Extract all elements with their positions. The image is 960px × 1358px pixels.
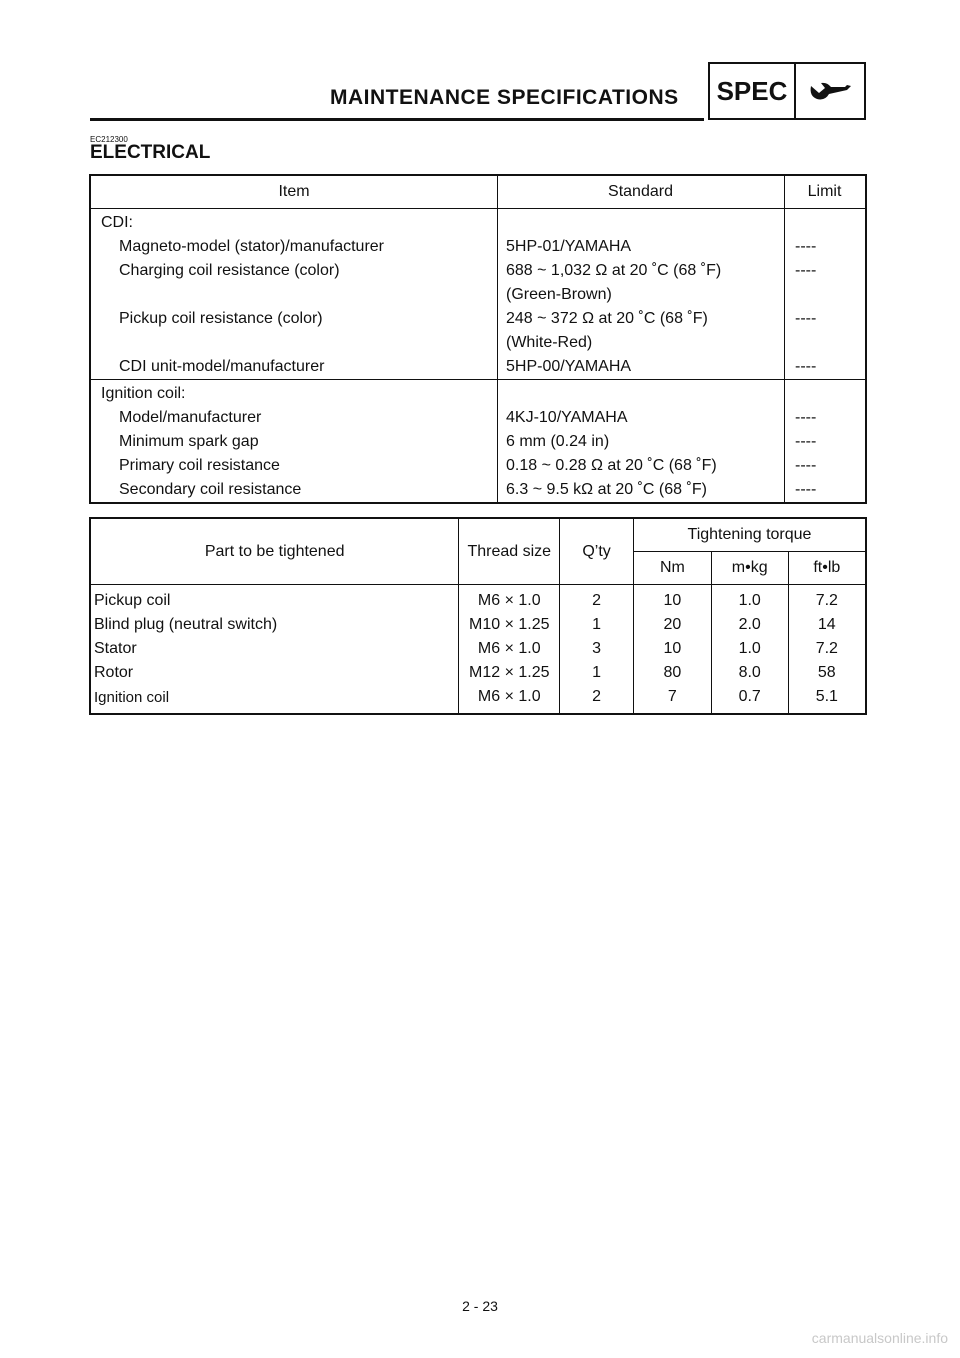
part-cell: Blind plug (neutral switch): [90, 613, 459, 637]
header-item: Item: [90, 175, 498, 209]
qty-cell: 3: [560, 637, 634, 661]
thread-cell: M6 × 1.0: [459, 637, 560, 661]
ftlb-cell: 7.2: [815, 640, 838, 657]
table-header-row: [90, 518, 866, 552]
nm-cell: 20: [633, 613, 711, 637]
standard-cell: [498, 307, 785, 355]
thread-cell: M6 × 1.0: [459, 585, 560, 614]
table-row: [90, 430, 866, 454]
section-title: ELECTRICAL: [90, 142, 211, 163]
limit-cell: ----: [795, 358, 817, 375]
limit-cell: ----: [795, 481, 817, 498]
group-label: Ignition coil:: [90, 380, 498, 407]
table-row: [90, 637, 866, 661]
table-header-row: [90, 175, 866, 209]
ftlb-cell: 5.1: [815, 688, 838, 705]
nm-cell: 10: [633, 585, 711, 614]
item-cell: Minimum spark gap: [90, 430, 498, 454]
header-ftlb: ft•lb: [788, 552, 866, 585]
nm-cell: 10: [633, 637, 711, 661]
group-label: CDI:: [90, 209, 498, 236]
part-cell: Ignition coil: [90, 685, 459, 714]
table-row: [90, 355, 866, 380]
standard-cell: 5HP-00/YAMAHA: [498, 355, 785, 380]
standard-cell: 6.3 ~ 9.5 kΩ at 20 ˚C (68 ˚F): [498, 478, 785, 503]
thread-cell: M12 × 1.25: [459, 661, 560, 685]
limit-cell: ----: [795, 433, 817, 450]
standard-cell: [498, 259, 785, 307]
ftlb-cell: 7.2: [815, 592, 838, 609]
spec-label: SPEC: [710, 64, 796, 118]
group-row-ignition-coil: [90, 380, 866, 407]
section-code: EC212300: [90, 135, 128, 144]
header-tightening-torque: Tightening torque: [687, 526, 812, 543]
table-row: [90, 235, 866, 259]
qty-cell: 2: [560, 685, 634, 714]
part-cell: Pickup coil: [90, 585, 459, 614]
header-qty: Q’ty: [560, 518, 634, 585]
header-mkg: m•kg: [711, 552, 788, 585]
limit-cell: ----: [795, 310, 817, 327]
standard-line: 688 ~ 1,032 Ω at 20 ˚C (68 ˚F): [506, 262, 722, 279]
item-cell: Primary coil resistance: [90, 454, 498, 478]
thread-cell: M6 × 1.0: [459, 685, 560, 714]
limit-cell: ----: [795, 457, 817, 474]
standard-cell: 0.18 ~ 0.28 Ω at 20 ˚C (68 ˚F): [498, 454, 785, 478]
header-part: Part to be tightened: [90, 518, 459, 585]
nm-cell: 7: [633, 685, 711, 714]
table-row: [90, 406, 866, 430]
part-cell: Rotor: [90, 661, 459, 685]
standard-line: 248 ~ 372 Ω at 20 ˚C (68 ˚F): [506, 310, 708, 327]
limit-cell: ----: [795, 238, 817, 255]
wrench-icon: [796, 64, 864, 118]
table-row: [90, 585, 866, 614]
item-cell: Magneto-model (stator)/manufacturer: [90, 235, 498, 259]
table-row: [90, 661, 866, 685]
item-cell: CDI unit-model/manufacturer: [90, 355, 498, 380]
mkg-cell: 2.0: [711, 613, 788, 637]
qty-cell: 1: [560, 661, 634, 685]
page-number: 2 - 23: [462, 1298, 498, 1314]
mkg-cell: 0.7: [711, 685, 788, 714]
table-row: [90, 478, 866, 503]
thread-cell: M10 × 1.25: [459, 613, 560, 637]
standard-cell: 5HP-01/YAMAHA: [498, 235, 785, 259]
header-thread-size: Thread size: [459, 518, 560, 585]
qty-cell: 1: [560, 613, 634, 637]
ftlb-cell: 58: [817, 664, 836, 681]
qty-cell: 2: [560, 585, 634, 614]
limit-cell: ----: [795, 262, 817, 279]
mkg-cell: 1.0: [711, 637, 788, 661]
mkg-cell: 8.0: [711, 661, 788, 685]
table-row: [90, 454, 866, 478]
tightening-torque-table: [89, 517, 867, 715]
item-cell: Pickup coil resistance (color): [90, 307, 498, 355]
header-standard: Standard: [498, 175, 785, 209]
group-row-cdi: [90, 209, 866, 236]
page-title: MAINTENANCE SPECIFICATIONS: [330, 86, 679, 109]
table-row: [90, 685, 866, 714]
part-cell: Stator: [90, 637, 459, 661]
header-limit: Limit: [785, 175, 867, 209]
table-row: [90, 259, 866, 307]
watermark: carmanualsonline.info: [811, 1330, 948, 1346]
ftlb-cell: 14: [817, 616, 836, 633]
standard-cell: 6 mm (0.24 in): [498, 430, 785, 454]
table-row: [90, 307, 866, 355]
nm-cell: 80: [633, 661, 711, 685]
header-rule: [90, 118, 704, 121]
mkg-cell: 1.0: [711, 585, 788, 614]
standard-cell: 4KJ-10/YAMAHA: [498, 406, 785, 430]
standard-line-2: (Green-Brown): [506, 286, 612, 303]
spec-badge: [708, 62, 866, 120]
item-cell: Secondary coil resistance: [90, 478, 498, 503]
limit-cell: ----: [795, 409, 817, 426]
item-cell: Model/manufacturer: [90, 406, 498, 430]
electrical-specs-table: [89, 174, 867, 504]
header-nm: Nm: [633, 552, 711, 585]
item-cell: Charging coil resistance (color): [90, 259, 498, 307]
table-row: [90, 613, 866, 637]
standard-line-2: (White-Red): [506, 334, 593, 351]
